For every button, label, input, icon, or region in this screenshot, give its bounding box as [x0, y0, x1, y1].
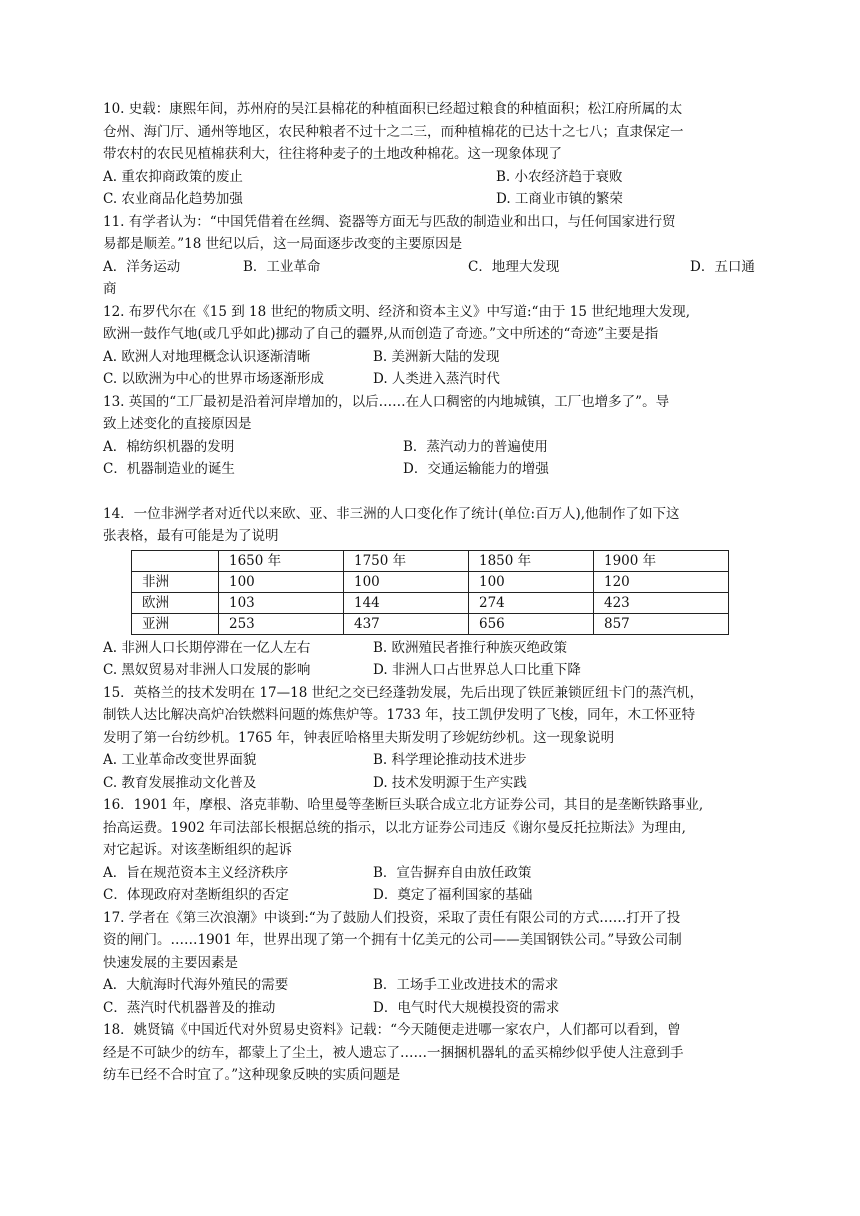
option-d[interactable]: D．奠定了福利国家的基础 [373, 887, 533, 903]
question-stem-line: 仓州、海门厅、通州等地区，农民种粮者不过十之二三，而种植棉花的已达十之七八；直隶保定一 [103, 123, 684, 140]
table-cell: 274 [469, 592, 594, 613]
question-15 [103, 682, 758, 795]
table-cell: 欧洲 [132, 592, 219, 613]
table-cell: 144 [344, 592, 469, 613]
option-d[interactable]: D. 人类进入蒸汽时代 [373, 371, 500, 387]
table-cell: 423 [594, 592, 729, 613]
table-row [132, 613, 729, 634]
option-b[interactable]: B. 小农经济趋于衰败 [496, 168, 623, 185]
option-row [103, 368, 758, 391]
table-row [132, 592, 729, 613]
option-c[interactable]: C. 教育发展推动文化普及 [103, 774, 257, 791]
question-14 [103, 503, 758, 682]
table-cell: 103 [219, 592, 344, 613]
option-b[interactable]: B. 欧洲殖民者推行种族灭绝政策 [373, 639, 568, 656]
option-b[interactable]: B．工业革命 [243, 258, 321, 275]
question-stem-line: 带农村的农民见植棉获利大，往往将种麦子的土地改种棉花。这一现象体现了 [103, 146, 562, 162]
option-row [103, 188, 758, 211]
question-11 [103, 211, 758, 301]
option-c[interactable]: C．机器制造业的诞生 [103, 461, 235, 477]
option-row [103, 884, 758, 907]
option-row [103, 166, 758, 189]
table-cell: 1900 年 [594, 550, 729, 571]
question-stem-line: 16．1901 年，摩根、洛克菲勒、哈里曼等垄断巨头联合成立北方证券公司，其目的是垄断铁路事业, [103, 797, 704, 813]
question-stem-line: 致上述变化的直接原因是 [103, 416, 252, 432]
question-stem-line: 15．英格兰的技术发明在 17—18 世纪之交已经蓬勃发展，先后出现了铁匠兼锁匠纽卡门的蒸汽机， [103, 684, 704, 701]
table-cell: 非洲 [132, 571, 219, 592]
option-row [103, 346, 758, 369]
question-stem-line: 18．姚贤镐《中国近代对外贸易史资料》记载：“今天随便走进哪一家农户，人们都可以看到，曾 [103, 1022, 681, 1038]
option-row [103, 458, 758, 481]
table-row [132, 571, 729, 592]
question-10 [103, 98, 758, 211]
spacer [103, 481, 758, 503]
option-d[interactable]: D. 非洲人口占世界总人口比重下降 [373, 662, 581, 678]
option-b[interactable]: B. 美洲新大陆的发现 [373, 348, 500, 365]
table-cell: 1750 年 [344, 550, 469, 571]
option-b[interactable]: B．工场手工业改进技术的需求 [373, 977, 559, 993]
option-b[interactable]: B．宣告摒弃自由放任政策 [373, 864, 532, 881]
question-stem-line: 11. 有学者认为：“中国凭借着在丝绸、瓷器等方面无与匹敌的制造业和出口，与任何国家进行贸 [103, 213, 676, 230]
option-a[interactable]: A．棉纺织机器的发明 [103, 438, 235, 455]
question-stem-line: 13. 英国的“工厂最初是沿着河岸增加的，以后……在人口稠密的内地城镇，工厂也增多了”。导 [103, 393, 670, 410]
option-c[interactable]: C．体现政府对垄断组织的否定 [103, 887, 289, 903]
question-stem-line: 纺车已经不合时宜了。”这种现象反映的实质问题是 [103, 1067, 401, 1083]
table-cell [132, 550, 219, 571]
question-stem-line: 发明了第一台纺纱机。1765 年，钟表匠哈格里夫斯发明了珍妮纺纱机。这一现象说明 [103, 729, 615, 746]
question-17 [103, 907, 758, 1020]
option-row [103, 637, 758, 660]
option-row [103, 256, 758, 279]
exam-page [103, 98, 758, 1087]
table-cell: 亚洲 [132, 613, 219, 634]
option-a[interactable]: A. 非洲人口长期停滞在一亿人左右 [103, 639, 311, 656]
option-a[interactable]: A. 重农抑商政策的废止 [103, 168, 243, 185]
question-18 [103, 1019, 758, 1087]
table-cell: 857 [594, 613, 729, 634]
question-stem-line: 张表格，最有可能是为了说明 [103, 528, 279, 544]
question-stem-line: 经是不可缺少的纺车，都蒙上了尘土，被人遗忘了……一捆捆机器轧的孟买棉纱似乎使人注意到手 [103, 1044, 684, 1061]
question-stem-line: 快速发展的主要因素是 [103, 954, 238, 971]
question-13 [103, 391, 758, 481]
question-stem-line: 资的闸门。……1901 年，世界出现了第一个拥有十亿美元的公司——美国钢铁公司。”导致公司制 [103, 932, 682, 948]
table-cell: 1850 年 [469, 550, 594, 571]
option-wrap-text: 商 [103, 281, 117, 297]
option-d[interactable]: D. 技术发明源于生产实践 [373, 774, 527, 791]
table-cell: 100 [219, 571, 344, 592]
question-stem-line: 17. 学者在《第三次浪潮》中谈到:“为了鼓励人们投资，采取了责任有限公司的方式……打开了投 [103, 909, 681, 926]
option-b[interactable]: B. 科学理论推动技术进步 [373, 752, 527, 768]
table-cell: 100 [469, 571, 594, 592]
option-row [103, 436, 758, 459]
question-stem-line: 12. 布罗代尔在《15 到 18 世纪的物质文明、经济和资本主义》中写道:“由于 15 世纪地理大发现, [103, 303, 690, 320]
option-c[interactable]: C. 农业商品化趋势加强 [103, 191, 243, 207]
table-cell: 1650 年 [219, 550, 344, 571]
option-a[interactable]: A．旨在规范资本主义经济秩序 [103, 864, 289, 881]
option-c[interactable]: C．蒸汽时代机器普及的推动 [103, 999, 276, 1016]
option-d[interactable]: D．电气时代大规模投资的需求 [373, 999, 560, 1016]
table-cell: 120 [594, 571, 729, 592]
table-cell: 253 [219, 613, 344, 634]
option-d[interactable]: D．五口通 [690, 258, 755, 275]
option-row [103, 974, 758, 997]
option-row [103, 749, 758, 772]
option-a[interactable]: A. 欧洲人对地理概念认识逐渐清晰 [103, 348, 311, 365]
option-row [103, 659, 758, 682]
question-stem-line: 制铁人达比解决高炉冶铁燃料问题的炼焦炉等。1733 年，技工凯伊发明了飞梭，同年，木工怀亚特 [103, 707, 696, 723]
option-row [103, 772, 758, 795]
option-a[interactable]: A. 工业革命改变世界面貌 [103, 752, 257, 768]
question-stem-line: 10. 史载：康熙年间，苏州府的吴江县棉花的种植面积已经超过粮食的种植面积；松江府所属的太 [103, 101, 683, 117]
question-stem-line: 欧洲一鼓作气地(或几乎如此)挪动了自己的疆界,从而创造了奇迹。”文中所述的“奇迹”主要是指 [103, 326, 659, 342]
table-cell: 100 [344, 571, 469, 592]
option-a[interactable]: A．大航海时代海外殖民的需要 [103, 977, 289, 993]
option-c[interactable]: C. 以欧洲为中心的世界市场逐渐形成 [103, 371, 324, 387]
question-16 [103, 794, 758, 907]
table-header-row [132, 550, 729, 571]
question-stem-line: 抬高运费。1902 年司法部长根据总统的指示，以北方证券公司违反《谢尔曼反托拉斯法》为理由, [103, 819, 686, 836]
option-a[interactable]: A．洋务运动 [103, 258, 181, 275]
question-stem-line: 对它起诉。对该垄断组织的起诉 [103, 842, 292, 858]
question-stem-line: 易都是顺差。”18 世纪以后，这一局面逐步改变的主要原因是 [103, 236, 463, 252]
option-c[interactable]: C．地理大发现 [468, 258, 560, 275]
option-d[interactable]: D．交通运输能力的增强 [403, 461, 549, 477]
population-table [131, 550, 729, 635]
table-cell: 656 [469, 613, 594, 634]
option-d[interactable]: D. 工商业市镇的繁荣 [496, 191, 623, 207]
question-stem-line: 14．一位非洲学者对近代以来欧、亚、非三洲的人口变化作了统计(单位:百万人),他制作了如下这 [103, 505, 680, 522]
option-row [103, 862, 758, 885]
table-cell: 437 [344, 613, 469, 634]
option-row [103, 997, 758, 1020]
option-b[interactable]: B．蒸汽动力的普遍使用 [403, 438, 548, 455]
option-c[interactable]: C. 黑奴贸易对非洲人口发展的影响 [103, 662, 311, 678]
question-12 [103, 301, 758, 391]
